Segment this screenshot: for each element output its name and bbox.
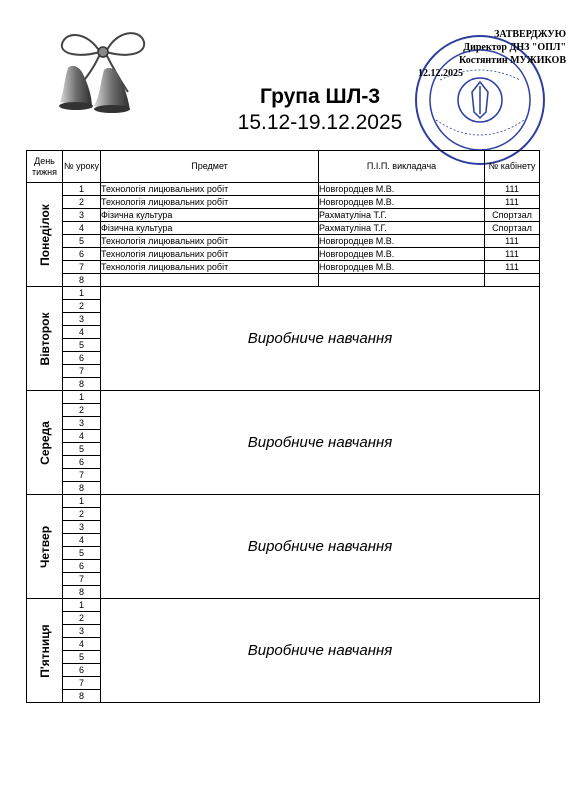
table-row: [27, 287, 540, 300]
day-name: Вівторок: [37, 312, 52, 365]
room-cell: 111: [485, 196, 540, 209]
approval-block: [398, 28, 566, 79]
schedule-body: [27, 183, 540, 703]
table-row: [27, 222, 540, 235]
lesson-number: 3: [63, 417, 101, 430]
table-row: [27, 261, 540, 274]
table-row: [27, 495, 540, 508]
lesson-number: 8: [63, 482, 101, 495]
lesson-number: 1: [63, 287, 101, 300]
lesson-number: 5: [63, 651, 101, 664]
lesson-number: 1: [63, 183, 101, 196]
lesson-number: 2: [63, 508, 101, 521]
lesson-number: 4: [63, 534, 101, 547]
table-row: [27, 209, 540, 222]
lesson-number: 1: [63, 599, 101, 612]
lesson-number: 5: [63, 547, 101, 560]
table-row: [27, 183, 540, 196]
lesson-number: 1: [63, 391, 101, 404]
subject-cell: Технологія лицювальних робіт: [101, 248, 319, 261]
lesson-number: 7: [63, 677, 101, 690]
lesson-number: 6: [63, 560, 101, 573]
lesson-number: 4: [63, 222, 101, 235]
merged-activity-cell: Виробниче навчання: [101, 599, 540, 703]
lesson-number: 3: [63, 209, 101, 222]
lesson-number: 1: [63, 495, 101, 508]
room-cell: [485, 274, 540, 287]
schedule-table: [26, 150, 540, 703]
lesson-number: 7: [63, 573, 101, 586]
room-cell: 111: [485, 261, 540, 274]
header-row: [27, 151, 540, 183]
room-cell: 111: [485, 248, 540, 261]
teacher-cell: Новгородцев М.В.: [319, 248, 485, 261]
teacher-cell: Новгородцев М.В.: [319, 183, 485, 196]
subject-cell: Технологія лицювальних робіт: [101, 235, 319, 248]
table-row: [27, 196, 540, 209]
lesson-number: 6: [63, 248, 101, 261]
teacher-cell: Новгородцев М.В.: [319, 196, 485, 209]
teacher-cell: Новгородцев М.В.: [319, 235, 485, 248]
approval-name: Костянтин МУЖИКОВ: [459, 55, 566, 66]
day-name: Четвер: [37, 525, 52, 568]
title-block: [160, 84, 480, 136]
lesson-number: 4: [63, 638, 101, 651]
lesson-number: 4: [63, 430, 101, 443]
subject-cell: Фізична культура: [101, 209, 319, 222]
day-cell: [27, 599, 63, 703]
group-title: Група ШЛ-3: [259, 85, 381, 108]
lesson-number: 6: [63, 664, 101, 677]
approval-heading: ЗАТВЕРДЖУЮ: [494, 29, 566, 40]
lesson-number: 6: [63, 456, 101, 469]
table-row: [27, 599, 540, 612]
merged-activity-cell: Виробниче навчання: [101, 287, 540, 391]
header-teacher: П.І.П. викладача: [319, 151, 485, 183]
lesson-number: 2: [63, 404, 101, 417]
lesson-number: 8: [63, 378, 101, 391]
lesson-number: 5: [63, 339, 101, 352]
lesson-number: 7: [63, 469, 101, 482]
header-subject: Предмет: [101, 151, 319, 183]
schedule-period: 15.12-19.12.2025: [237, 111, 403, 134]
lesson-number: 6: [63, 352, 101, 365]
day-name: Середа: [37, 420, 52, 465]
subject-cell: [101, 274, 319, 287]
day-name: П'ятниця: [37, 623, 52, 678]
teacher-cell: [319, 274, 485, 287]
table-row: [27, 248, 540, 261]
teacher-cell: Новгородцев М.В.: [319, 261, 485, 274]
lesson-number: 8: [63, 690, 101, 703]
room-cell: Спортзал: [485, 209, 540, 222]
lesson-number: 4: [63, 326, 101, 339]
header-day: День тижня: [27, 151, 63, 183]
lesson-number: 3: [63, 625, 101, 638]
room-cell: Спортзал: [485, 222, 540, 235]
merged-activity-cell: Виробниче навчання: [101, 391, 540, 495]
table-row: [27, 274, 540, 287]
approval-position: Директор ДНЗ "ОПЛ": [463, 42, 566, 53]
approval-date: 12.12.2025: [418, 68, 463, 79]
subject-cell: Фізична культура: [101, 222, 319, 235]
lesson-number: 8: [63, 274, 101, 287]
day-cell: [27, 495, 63, 599]
lesson-number: 5: [63, 443, 101, 456]
day-name: Понеділок: [37, 203, 52, 266]
day-cell: [27, 183, 63, 287]
teacher-cell: Рахматуліна Т.Г.: [319, 209, 485, 222]
lesson-number: 2: [63, 196, 101, 209]
lesson-number: 2: [63, 612, 101, 625]
header-room: № кабінету: [485, 151, 540, 183]
bells-icon: [48, 22, 158, 118]
lesson-number: 3: [63, 521, 101, 534]
room-cell: 111: [485, 183, 540, 196]
lesson-number: 8: [63, 586, 101, 599]
teacher-cell: Рахматуліна Т.Г.: [319, 222, 485, 235]
lesson-number: 7: [63, 261, 101, 274]
subject-cell: Технологія лицювальних робіт: [101, 196, 319, 209]
day-cell: [27, 391, 63, 495]
lesson-number: 5: [63, 235, 101, 248]
subject-cell: Технологія лицювальних робіт: [101, 261, 319, 274]
lesson-number: 7: [63, 365, 101, 378]
table-row: [27, 391, 540, 404]
header-lesson: № уроку: [63, 151, 101, 183]
room-cell: 111: [485, 235, 540, 248]
day-cell: [27, 287, 63, 391]
lesson-number: 3: [63, 313, 101, 326]
subject-cell: Технологія лицювальних робіт: [101, 183, 319, 196]
table-row: [27, 235, 540, 248]
lesson-number: 2: [63, 300, 101, 313]
merged-activity-cell: Виробниче навчання: [101, 495, 540, 599]
